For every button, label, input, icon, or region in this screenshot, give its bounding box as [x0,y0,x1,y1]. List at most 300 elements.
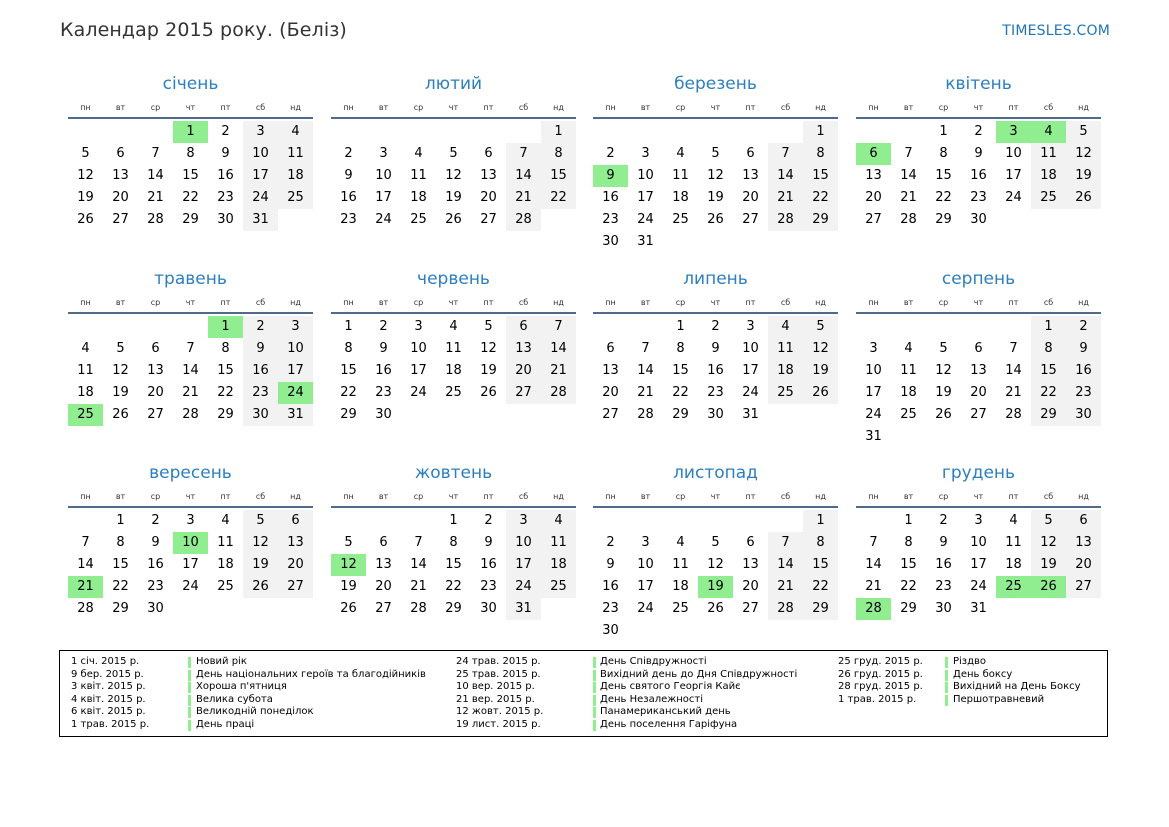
weekday-header [856,100,1101,116]
empty-cell [891,121,926,143]
weeks [331,316,576,426]
month-name: січень [162,74,219,94]
month-5 [68,270,313,426]
empty-cell [593,316,628,338]
weekend-day-cell: 18 [541,554,576,576]
weekday-label: сб [518,298,529,307]
day-cell: 8 [676,341,685,356]
week-row [593,121,838,143]
weekend-day-cell: 22 [803,576,838,598]
weekday-label: ср [150,298,161,307]
weekend-day-cell: 5 [803,316,838,338]
weekday-label: ср [413,103,424,112]
day-cell: 9 [974,146,983,161]
empty-cell [331,510,366,532]
month-7 [593,270,838,426]
day-cell: 8 [116,535,125,550]
weekend-day-cell: 18 [768,360,803,382]
weekend-day-cell: 18 [1031,165,1066,187]
day-cell: 20 [865,190,882,205]
day-cell: 2 [606,146,615,161]
week-row [68,209,313,231]
weekend-day-cell: 17 [278,360,313,382]
legend-date: 24 трав. 2015 р. [456,656,541,667]
empty-cell [68,316,103,338]
weekend-day-cell: 7 [541,316,576,338]
weekend-day-cell: 16 [1066,360,1101,382]
day-cell: 15 [340,363,357,378]
day-cell: 15 [672,363,689,378]
weekday-label: сб [1043,298,1054,307]
weekend-day-cell: 14 [768,165,803,187]
weekday-label: чт [973,103,984,112]
weekend-day-cell: 12 [243,532,278,554]
empty-cell [401,510,436,532]
day-cell: 16 [707,363,724,378]
day-cell: 8 [904,535,913,550]
day-cell: 26 [935,407,952,422]
day-cell: 31 [637,234,654,249]
week-row [856,121,1101,143]
day-cell: 29 [112,601,129,616]
legend-date: 12 жовт. 2015 р. [456,706,544,718]
day-cell: 12 [935,363,952,378]
week-row [68,121,313,143]
day-cell: 30 [217,212,234,227]
day-cell: 30 [970,212,987,227]
day-cell: 10 [410,341,427,356]
weekend-day-cell: 28 [541,382,576,404]
legend-holiday-name: Різдво [953,656,987,667]
day-cell: 22 [112,579,129,594]
week-row [856,426,1101,448]
day-cell: 12 [707,168,724,183]
empty-cell [366,510,401,532]
day-cell: 24 [970,579,987,594]
weekday-label: пн [868,103,879,112]
week-row [856,598,1101,620]
weekday-label: сб [780,103,791,112]
weekend-day-cell: 10 [278,338,313,360]
day-cell: 27 [865,212,882,227]
legend-holiday-name: Новий рік [196,656,247,667]
empty-cell [436,121,471,143]
empty-cell [856,316,891,338]
holiday-day-cell: 24 [278,382,313,404]
holiday-day-cell: 6 [856,143,891,165]
weekday-label: чт [185,103,196,112]
day-cell: 4 [904,341,913,356]
holiday-day-cell: 4 [1031,121,1066,143]
month-1 [68,75,313,231]
weekday-label: пн [80,298,91,307]
weekday-header [68,100,313,116]
empty-cell [173,316,208,338]
header-divider [68,312,313,314]
week-row [856,338,1101,360]
day-cell: 3 [974,513,983,528]
weekend-day-cell: 14 [506,165,541,187]
day-cell: 18 [672,579,689,594]
day-cell: 23 [707,385,724,400]
weekday-label: пн [80,492,91,501]
day-cell: 28 [77,601,94,616]
day-cell: 8 [449,535,458,550]
day-cell: 9 [939,535,948,550]
day-cell: 20 [112,190,129,205]
weekend-day-cell: 25 [1031,187,1066,209]
weekday-label: вт [378,492,389,501]
holiday-day-cell: 28 [856,598,891,620]
holiday-day-cell: 9 [593,165,628,187]
day-cell: 9 [484,535,493,550]
day-cell: 4 [1009,513,1018,528]
week-row [331,576,576,598]
day-cell: 19 [340,579,357,594]
day-cell: 16 [340,190,357,205]
holiday-legend [59,650,1108,737]
weekend-day-cell: 26 [803,382,838,404]
weekend-day-cell: 21 [768,187,803,209]
day-cell: 22 [935,190,952,205]
header-divider [593,117,838,119]
legend-color-marker [593,695,596,706]
day-cell: 1 [904,513,913,528]
week-row [593,165,838,187]
weekday-label: чт [710,103,721,112]
weekend-day-cell: 2 [1066,316,1101,338]
empty-cell [401,121,436,143]
day-cell: 25 [410,212,427,227]
weekday-label: пн [343,298,354,307]
weekday-label: чт [973,492,984,501]
weekend-day-cell: 25 [278,187,313,209]
day-cell: 27 [742,212,759,227]
day-cell: 5 [484,319,493,334]
weekend-day-cell: 5 [243,510,278,532]
day-cell: 28 [637,407,654,422]
header-divider [856,312,1101,314]
day-cell: 31 [865,429,882,444]
weekday-label: ср [675,103,686,112]
day-cell: 13 [602,363,619,378]
week-row [593,316,838,338]
legend-holiday-name: Велика субота [196,693,273,705]
weekday-label: нд [1078,492,1089,501]
day-cell: 14 [1005,363,1022,378]
empty-cell [68,510,103,532]
day-cell: 19 [112,385,129,400]
month-9 [68,464,313,620]
week-row [331,360,576,382]
empty-cell [593,510,628,532]
day-cell: 3 [746,319,755,334]
day-cell: 14 [410,557,427,572]
weekend-day-cell: 8 [541,143,576,165]
weekend-day-cell: 1 [803,510,838,532]
legend-date: 21 вер. 2015 р. [456,693,535,705]
weekend-day-cell: 27 [1066,576,1101,598]
day-cell: 10 [375,168,392,183]
day-cell: 14 [865,557,882,572]
day-cell: 4 [676,535,685,550]
day-cell: 17 [182,557,199,572]
day-cell: 23 [935,579,952,594]
month-6 [331,270,576,426]
weekend-day-cell: 1 [541,121,576,143]
weekend-day-cell: 6 [278,510,313,532]
day-cell: 3 [186,513,195,528]
weekend-day-cell: 4 [541,510,576,532]
day-cell: 5 [81,146,90,161]
day-cell: 2 [379,319,388,334]
day-cell: 8 [186,146,195,161]
day-cell: 26 [480,385,497,400]
day-cell: 13 [742,168,759,183]
empty-cell [961,316,996,338]
week-row [856,165,1101,187]
weekend-day-cell: 15 [803,554,838,576]
weekday-label: пт [1008,103,1019,112]
day-cell: 27 [970,407,987,422]
day-cell: 10 [637,168,654,183]
header-divider [593,312,838,314]
legend-color-marker [593,670,596,681]
day-cell: 3 [641,535,650,550]
empty-cell [768,121,803,143]
week-row [331,598,576,620]
week-row [593,338,838,360]
day-cell: 13 [480,168,497,183]
day-cell: 11 [672,168,689,183]
weekday-label: вт [378,298,389,307]
day-cell: 5 [344,535,353,550]
day-cell: 11 [900,363,917,378]
weekend-day-cell: 20 [506,360,541,382]
weekend-day-cell: 10 [506,532,541,554]
day-cell: 22 [672,385,689,400]
weekend-day-cell: 4 [278,121,313,143]
weekend-day-cell: 26 [243,576,278,598]
day-cell: 3 [414,319,423,334]
day-cell: 23 [602,601,619,616]
day-cell: 27 [480,212,497,227]
day-cell: 16 [602,579,619,594]
day-cell: 14 [182,363,199,378]
legend-holiday-name: День Співдружності [600,656,707,667]
legend-holiday-name: День поселення Гаріфуна [600,719,738,730]
day-cell: 22 [340,385,357,400]
day-cell: 4 [414,146,423,161]
holiday-day-cell: 19 [698,576,733,598]
weekend-day-cell: 11 [1031,143,1066,165]
day-cell: 8 [939,146,948,161]
day-cell: 23 [480,579,497,594]
day-cell: 26 [707,212,724,227]
weeks [856,121,1101,231]
day-cell: 15 [445,557,462,572]
day-cell: 2 [484,513,493,528]
day-cell: 6 [151,341,160,356]
day-cell: 11 [217,535,234,550]
day-cell: 13 [865,168,882,183]
legend-color-marker [188,695,191,706]
empty-cell [331,121,366,143]
week-row [856,554,1101,576]
legend-holiday-name: День боксу [953,668,1013,680]
day-cell: 9 [221,146,230,161]
empty-cell [698,121,733,143]
month-name: серпень [941,269,1016,289]
header-divider [856,117,1101,119]
day-cell: 22 [445,579,462,594]
day-cell: 17 [375,190,392,205]
week-row [68,360,313,382]
weekday-label: чт [448,103,459,112]
weekday-header [68,489,313,505]
weekday-label: нд [290,492,301,501]
day-cell: 6 [116,146,125,161]
weekday-label: нд [815,298,826,307]
day-cell: 23 [217,190,234,205]
legend-color-marker [593,682,596,693]
weekday-label: сб [518,492,529,501]
legend-date: 10 вер. 2015 р. [456,681,535,693]
weekend-day-cell: 29 [803,209,838,231]
weekend-day-cell: 19 [1031,554,1066,576]
weeks [331,510,576,620]
holiday-day-cell: 1 [208,316,243,338]
day-cell: 2 [974,124,983,139]
page-title: Календар 2015 року. (Беліз) [60,19,347,41]
weekend-day-cell: 29 [803,598,838,620]
legend-color-marker [945,657,948,668]
day-cell: 29 [217,407,234,422]
day-cell: 19 [480,363,497,378]
weekend-day-cell: 29 [1031,404,1066,426]
week-row [593,143,838,165]
weekday-label: пн [868,298,879,307]
legend-date: 25 груд. 2015 р. [838,656,923,667]
weekday-header [593,295,838,311]
empty-cell [733,510,768,532]
weekend-day-cell: 13 [1066,532,1101,554]
day-cell: 21 [1005,385,1022,400]
weekend-day-cell: 22 [1031,382,1066,404]
day-cell: 7 [151,146,160,161]
day-cell: 28 [410,601,427,616]
day-cell: 19 [935,385,952,400]
day-cell: 9 [606,557,615,572]
legend-color-marker [593,720,596,731]
weekend-day-cell: 28 [768,209,803,231]
day-cell: 22 [900,579,917,594]
weekend-day-cell: 26 [1066,187,1101,209]
holiday-day-cell: 25 [68,404,103,426]
day-cell: 24 [410,385,427,400]
week-row [593,598,838,620]
legend-color-marker [593,707,596,718]
weekday-label: пт [483,298,494,307]
weekend-day-cell: 6 [1066,510,1101,532]
weekend-day-cell: 3 [506,510,541,532]
legend-color-marker [593,657,596,668]
weekday-label: чт [710,298,721,307]
day-cell: 21 [147,190,164,205]
legend-color-marker [188,670,191,681]
day-cell: 20 [147,385,164,400]
month-name: липень [683,269,748,289]
week-row [593,404,838,426]
day-cell: 18 [445,363,462,378]
week-row [593,620,838,642]
day-cell: 14 [900,168,917,183]
month-name: листопад [673,463,758,483]
week-row [856,510,1101,532]
day-cell: 23 [602,212,619,227]
day-cell: 10 [865,363,882,378]
legend-date: 25 трав. 2015 р. [456,668,541,680]
weekend-day-cell: 8 [1031,338,1066,360]
day-cell: 13 [112,168,129,183]
week-row [68,187,313,209]
day-cell: 28 [900,212,917,227]
weekday-label: чт [185,298,196,307]
weekday-label: нд [1078,103,1089,112]
header-divider [593,506,838,508]
day-cell: 25 [217,579,234,594]
day-cell: 11 [672,557,689,572]
day-cell: 8 [221,341,230,356]
day-cell: 21 [900,190,917,205]
weekday-label: сб [780,492,791,501]
weekday-header [856,489,1101,505]
empty-cell [593,121,628,143]
day-cell: 10 [637,557,654,572]
weekend-day-cell: 11 [278,143,313,165]
weekday-label: нд [290,298,301,307]
empty-cell [103,121,138,143]
day-cell: 10 [1005,146,1022,161]
week-row [68,598,313,620]
legend-holiday-name: Вихідний на День Боксу [953,681,1081,693]
week-row [68,143,313,165]
weekday-label: ср [938,298,949,307]
weekend-day-cell: 13 [278,532,313,554]
day-cell: 27 [112,212,129,227]
header-divider [331,117,576,119]
empty-cell [856,121,891,143]
week-row [331,121,576,143]
week-row [68,554,313,576]
day-cell: 20 [742,190,759,205]
weekend-day-cell: 12 [1066,143,1101,165]
day-cell: 30 [707,407,724,422]
month-name: жовтень [414,463,493,483]
weekend-day-cell: 14 [768,554,803,576]
day-cell: 27 [602,407,619,422]
day-cell: 21 [182,385,199,400]
weekend-day-cell: 25 [768,382,803,404]
site-link[interactable]: TIMESLES.COM [1002,23,1110,39]
weekday-label: пн [605,298,616,307]
day-cell: 28 [1005,407,1022,422]
empty-cell [698,510,733,532]
weeks [68,316,313,426]
empty-cell [663,510,698,532]
day-cell: 5 [939,341,948,356]
weekend-day-cell: 9 [1066,338,1101,360]
